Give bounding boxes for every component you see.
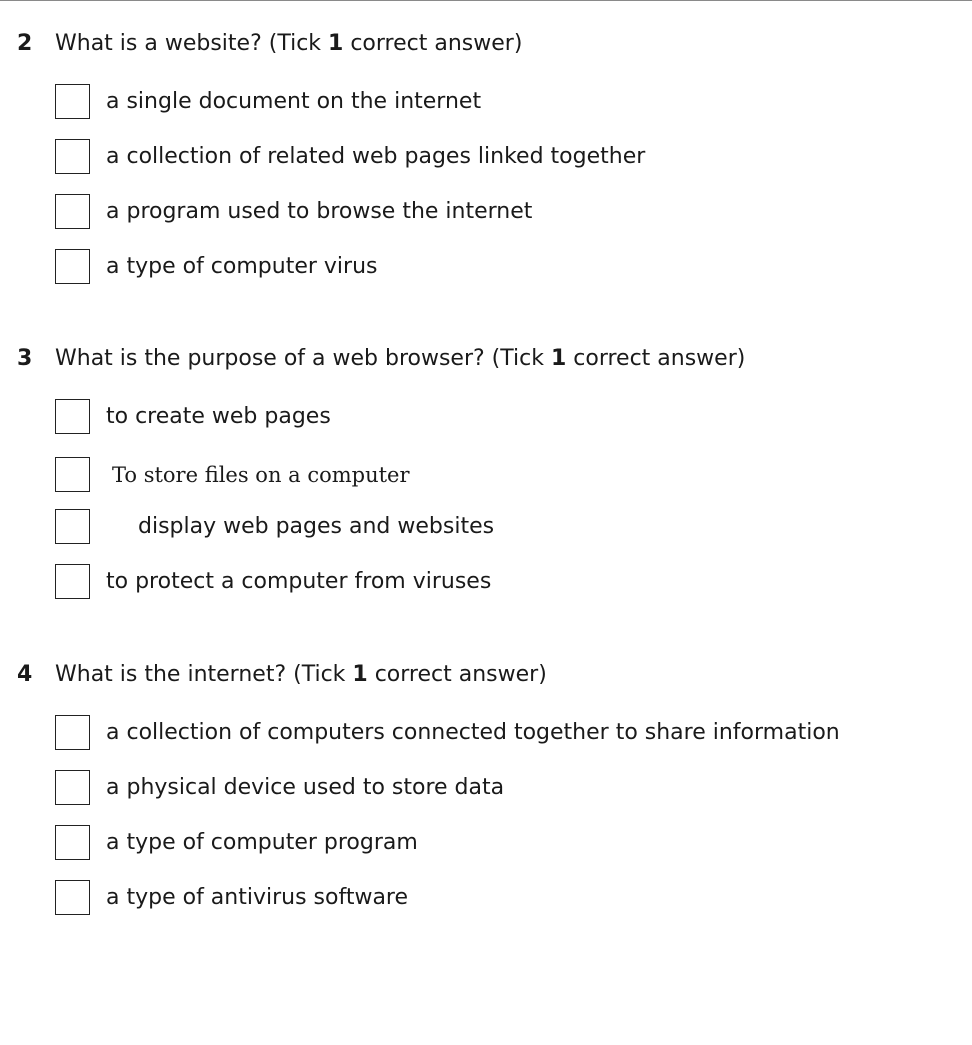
answer-option xyxy=(0,137,972,177)
answer-option xyxy=(0,878,972,918)
answer-checkbox[interactable] xyxy=(55,399,90,434)
answer-checkbox[interactable] xyxy=(55,825,90,860)
answer-checkbox[interactable] xyxy=(55,509,90,544)
answer-checkbox[interactable] xyxy=(55,249,90,284)
answer-label: a type of computer program xyxy=(106,830,418,855)
answer-checkbox[interactable] xyxy=(55,715,90,750)
answer-checkbox[interactable] xyxy=(55,84,90,119)
question-number: 4 xyxy=(17,662,33,687)
answer-label: a type of computer virus xyxy=(106,254,378,279)
answer-checkbox[interactable] xyxy=(55,457,90,492)
answer-option xyxy=(0,507,972,547)
answer-checkbox[interactable] xyxy=(55,194,90,229)
question-number: 2 xyxy=(17,31,33,56)
answer-label: display web pages and websites xyxy=(138,514,495,539)
question-prompt: What is the internet? (Tick 1 correct answer) xyxy=(55,662,547,687)
answer-option xyxy=(0,397,972,437)
answer-option xyxy=(0,192,972,232)
answer-label: To store files on a computer xyxy=(112,463,410,487)
answer-option xyxy=(0,455,972,495)
answer-checkbox[interactable] xyxy=(55,880,90,915)
question-prompt: What is a website? (Tick 1 correct answer) xyxy=(55,31,523,56)
answer-checkbox[interactable] xyxy=(55,564,90,599)
answer-option xyxy=(0,562,972,602)
answer-option xyxy=(0,823,972,863)
question-number: 3 xyxy=(17,346,33,371)
answer-checkbox[interactable] xyxy=(55,770,90,805)
question-header xyxy=(0,339,972,379)
answer-option xyxy=(0,768,972,808)
question-prompt: What is the purpose of a web browser? (Tick 1 correct answer) xyxy=(55,346,746,371)
answer-option xyxy=(0,713,972,753)
answer-label: to protect a computer from viruses xyxy=(106,569,492,594)
question-header xyxy=(0,655,972,695)
answer-checkbox[interactable] xyxy=(55,139,90,174)
answer-label: a single document on the internet xyxy=(106,89,482,114)
answer-label: a physical device used to store data xyxy=(106,775,505,800)
answer-label: to create web pages xyxy=(106,404,331,429)
top-divider xyxy=(0,0,972,1)
answer-label: a type of antivirus software xyxy=(106,885,409,910)
question-header xyxy=(0,24,972,64)
answer-option xyxy=(0,247,972,287)
answer-option xyxy=(0,82,972,122)
answer-label: a collection of related web pages linked together xyxy=(106,144,646,169)
answer-label: a collection of computers connected together to share information xyxy=(106,720,840,745)
answer-label: a program used to browse the internet xyxy=(106,199,533,224)
